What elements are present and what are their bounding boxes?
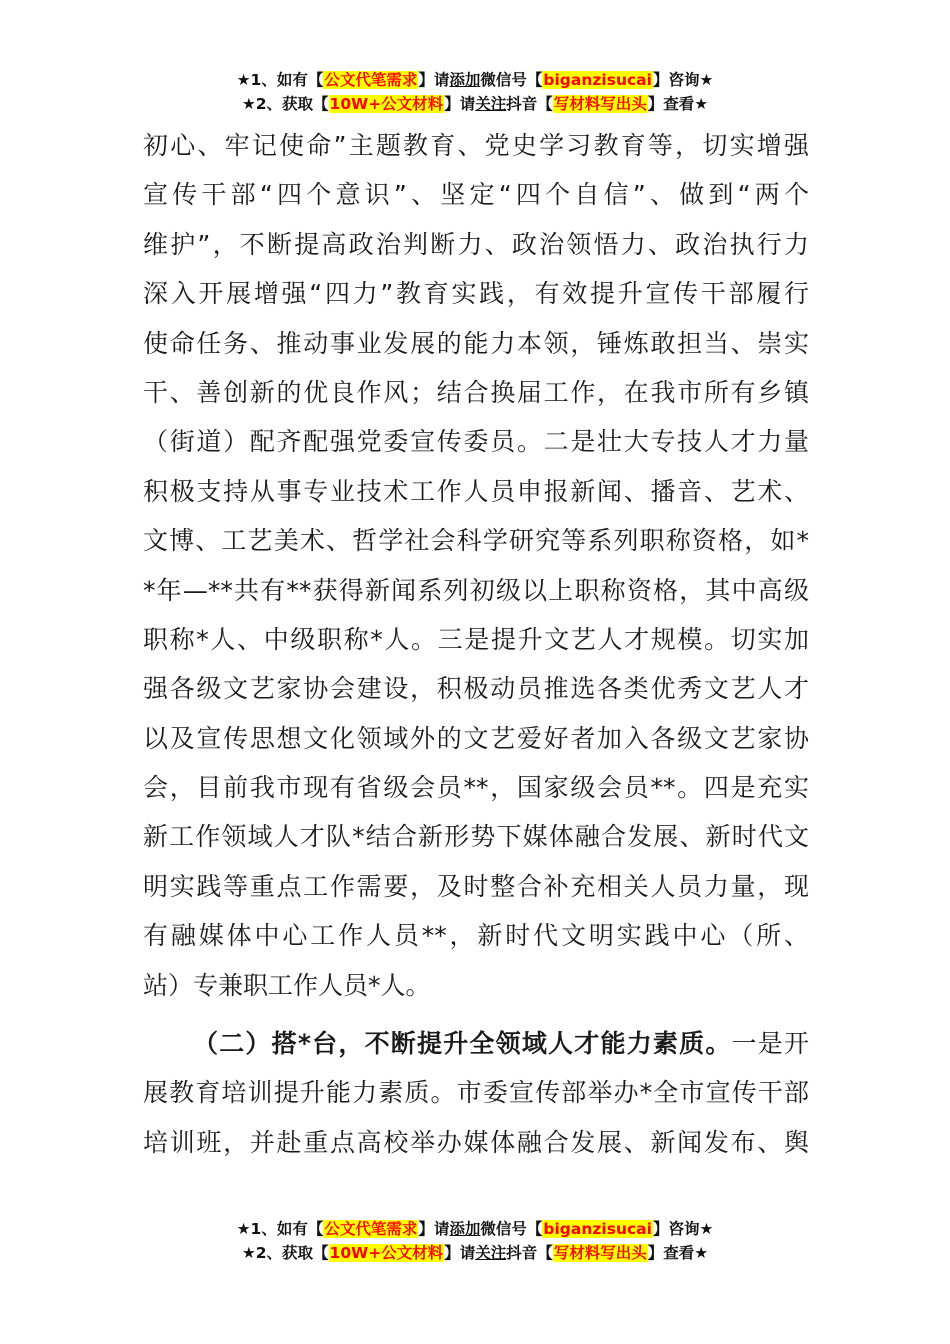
banner-text: ★1、如有【 [236,71,324,89]
banner-text: 微信号【 [480,1220,543,1238]
underlined-add: 添加 [449,1220,481,1238]
banner-text: ★2、获取【 [241,95,329,113]
underlined-follow: 关注 [475,95,507,113]
section-2-heading: （二）搭*台，不断提升全领域人才能力素质。 [193,1029,732,1059]
body-line: 文博、工艺美术、哲学社会科学研究等系列职称资格，如* [143,526,809,556]
body-line: （街道）配齐配强党委宣传委员。二是壮大专技人才力量 [143,427,809,457]
body-line: 以及宣传思想文化领域外的文艺爱好者加入各级文艺家协 [143,723,809,753]
highlight-douyin-account: 写材料写出头 [553,1244,647,1262]
underlined-add: 添加 [449,71,481,89]
banner-text: 】请 [444,1244,476,1262]
body-line: 干、善创新的优良作风；结合换届工作，在我市所有乡镇 [143,377,809,407]
banner-text: 】请 [418,1220,450,1238]
header-banner-line-1 [0,68,950,92]
header-banner [0,68,950,116]
banner-text: 微信号【 [480,71,543,89]
footer-banner [0,1217,950,1265]
body-line: 站）专兼职工作人员*人。 [143,970,431,1000]
body-line: 强各级文艺家协会建设，积极动员推选各类优秀文艺人才 [143,674,809,704]
highlight-ghostwriting-service: 公文代笔需求 [324,1220,418,1238]
paragraph-gap [143,1010,809,1019]
body-line: 深入开展增强“四力”教育实践，有效提升宣传干部履行 [143,279,809,309]
highlight-wechat-id: biganzisucai [543,71,652,89]
highlight-ghostwriting-service: 公文代笔需求 [324,71,418,89]
body-line: 初心、牢记使命”主题教育、党史学习教育等，切实增强 [143,131,809,160]
body-line: 明实践等重点工作需要，及时整合补充相关人员力量，现 [143,871,809,901]
header-banner-line-2 [0,92,950,116]
document-body [143,121,809,1167]
body-line: 维护”，不断提高政治判断力、政治领悟力、政治执行力 [143,229,809,259]
body-line: 积极支持从事专业技术工作人员申报新闻、播音、艺术、 [143,476,809,506]
highlight-materials: 10W+公文材料 [329,1244,444,1262]
body-line: 职称*人、中级职称*人。三是提升文艺人才规模。切实加 [143,624,809,654]
footer-banner-line-1 [0,1217,950,1241]
body-line: *年—**共有**获得新闻系列初级以上职称资格，其中高级 [143,575,809,605]
banner-text: ★1、如有【 [236,1220,324,1238]
banner-text: 】咨询★ [652,1220,714,1238]
section-2-first-line [143,1019,809,1068]
underlined-follow: 关注 [475,1244,507,1262]
banner-text: 】查看★ [647,1244,709,1262]
body-line: 使命任务、推动事业发展的能力本领，锤炼敢担当、崇实 [143,328,809,358]
body-line: 培训班，并赴重点高校举办媒体融合发展、新闻发布、舆 [143,1127,809,1157]
banner-text: ★2、获取【 [241,1244,329,1262]
body-line: 展教育培训提升能力素质。市委宣传部举办*全市宣传干部 [143,1078,809,1108]
body-line: 会，目前我市现有省级会员**，国家级会员**。四是充实 [143,773,809,803]
banner-text: 】请 [418,71,450,89]
highlight-wechat-id: biganzisucai [543,1220,652,1238]
banner-text: 抖音【 [506,95,553,113]
section-2-line-rest: 一是开 [731,1029,809,1059]
body-line: 宣传干部“四个意识”、坚定“四个自信”、做到“两个 [143,180,809,210]
banner-text: 】查看★ [647,95,709,113]
banner-text: 抖音【 [506,1244,553,1262]
body-line: 有融媒体中心工作人员**，新时代文明实践中心（所、 [143,921,809,951]
body-line: 新工作领域人才队*结合新形势下媒体融合发展、新时代文 [143,822,809,852]
highlight-materials: 10W+公文材料 [329,95,444,113]
banner-text: 】请 [444,95,476,113]
highlight-douyin-account: 写材料写出头 [553,95,647,113]
banner-text: 】咨询★ [652,71,714,89]
footer-banner-line-2 [0,1241,950,1265]
